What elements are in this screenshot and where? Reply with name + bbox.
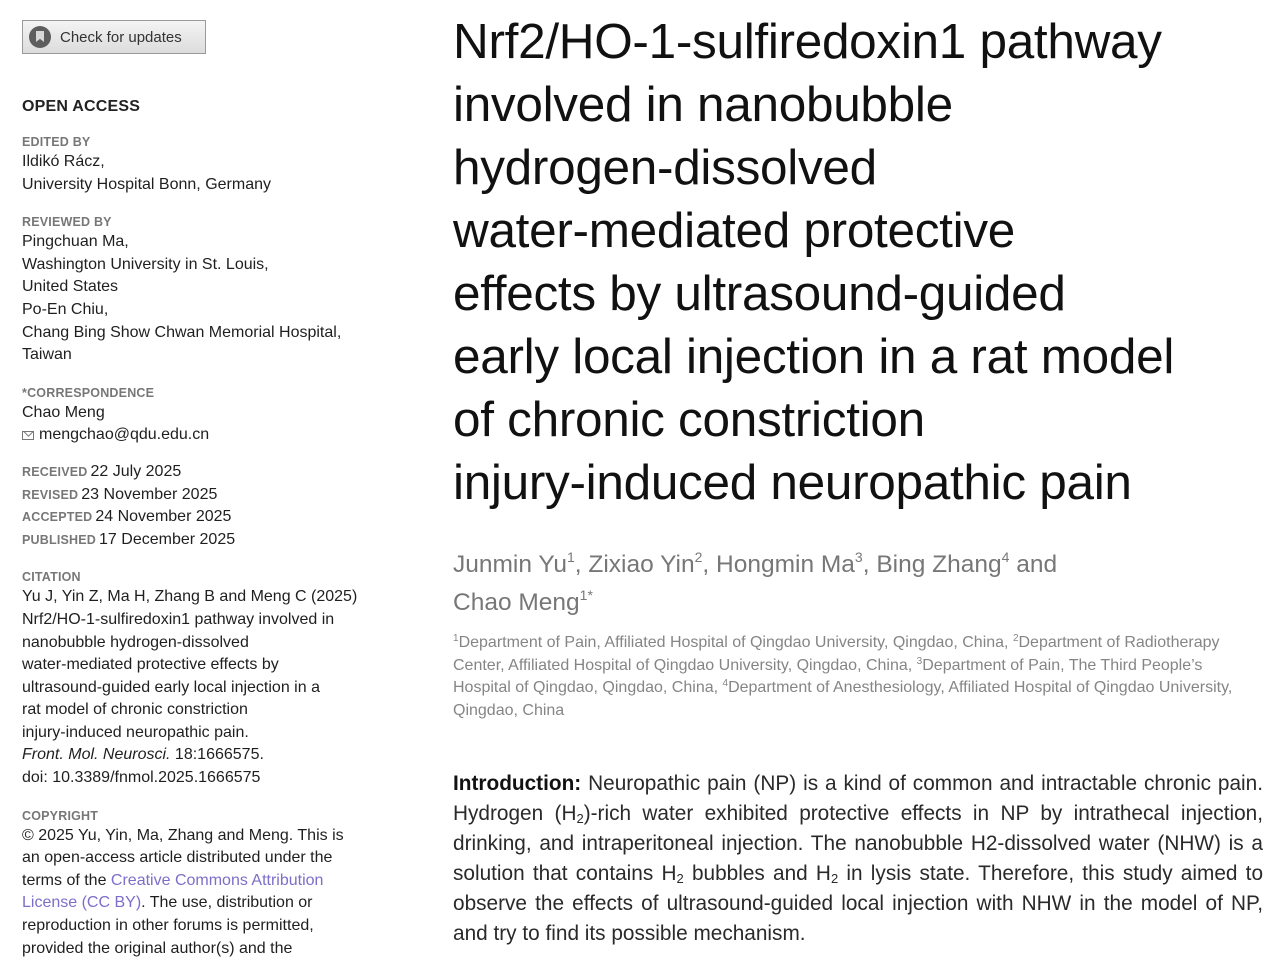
license-link[interactable]: License (CC BY) <box>22 894 142 912</box>
title-line: Nrf2/HO-1-sulfiredoxin1 pathway <box>453 14 1162 69</box>
editor-name: Ildikó Rácz, <box>22 153 105 170</box>
author-name[interactable]: Chao Meng <box>453 589 580 616</box>
citation-line: Yu J, Yin Z, Ma H, Zhang B and Meng C (2025) <box>22 588 358 606</box>
citation-line: ultrasound-guided early local injection in a <box>22 678 320 696</box>
affiliation-marker: 1 <box>453 633 459 644</box>
title-line: effects by ultrasound-guided <box>453 266 1066 321</box>
dates-section <box>22 461 387 551</box>
author-affiliation-marker: 3 <box>854 549 863 565</box>
title-line: of chronic constriction <box>453 392 925 447</box>
reviewer-line: Po-En Chiu, <box>22 300 109 318</box>
citation-line: Nrf2/HO-1-sulfiredoxin1 pathway involved in <box>22 610 335 628</box>
published-date <box>22 529 387 552</box>
article-main <box>453 10 1263 949</box>
edited-by-label: EDITED BY <box>22 135 91 149</box>
citation-journal: Front. Mol. Neurosci. <box>22 746 171 764</box>
author-name[interactable]: Zixiao Yin <box>588 551 695 578</box>
affiliation-marker: 3 <box>916 655 923 667</box>
author-affiliation-marker: 1 <box>566 549 575 565</box>
open-access-label: OPEN ACCESS <box>22 98 141 115</box>
author-list <box>453 546 1263 622</box>
affiliation-text: Department of Pain, The Third People’s Hospital of Qingdao, Qingdao, China, <box>453 656 1203 697</box>
copyright-line <box>22 892 387 915</box>
published-label: PUBLISHED <box>22 532 97 547</box>
received-date <box>22 461 387 484</box>
reviewer-line: Washington University in St. Louis, <box>22 255 269 273</box>
author-separator: , <box>702 551 717 578</box>
abstract-introduction <box>453 769 1263 949</box>
citation-section <box>22 569 387 789</box>
correspondence-section <box>22 385 387 447</box>
license-link[interactable]: Creative Commons Attribution <box>110 871 324 889</box>
copyright-line <box>22 870 387 893</box>
reviewed-by-section <box>22 214 387 367</box>
citation-volume: 18:1666575. <box>170 746 264 764</box>
envelope-icon <box>22 431 34 440</box>
abstract-text: )-rich water exhibited protective effects in NP by intrathecal injection, drinking, and intraperitoneal injection. The nanobubble H2-dissolved water (NHW) is a solution that contains H <box>453 802 1263 886</box>
author-name[interactable]: Hongmin Ma <box>716 551 855 578</box>
affiliations <box>453 632 1263 722</box>
received-value: 22 July 2025 <box>90 462 182 480</box>
check-for-updates-button[interactable] <box>22 20 206 54</box>
published-value: 17 December 2025 <box>99 530 236 548</box>
copyright-line: an open-access article distributed under the <box>22 849 333 867</box>
correspondence-label: *CORRESPONDENCE <box>22 385 155 400</box>
received-label: RECEIVED <box>22 464 88 479</box>
abstract-text: bubbles and H <box>683 862 831 886</box>
title-line: water-mediated protective <box>453 203 1016 258</box>
citation-line: rat model of chronic constriction <box>22 701 248 719</box>
correspondent-name: Chao Meng <box>22 403 105 421</box>
reviewer-line: Chang Bing Show Chwan Memorial Hospital, <box>22 323 342 341</box>
revised-date <box>22 484 387 507</box>
correspondence-email-link[interactable]: mengchao@qdu.edu.cn <box>39 426 210 444</box>
abstract-text: Neuropathic pain (NP) is a kind of common and intractable chronic pain. Hydrogen (H <box>453 772 1263 826</box>
title-line: hydrogen-dissolved <box>453 140 877 195</box>
citation-line: water-mediated protective effects by <box>22 656 279 674</box>
affiliation-marker: 4 <box>722 678 729 690</box>
copyright-text: . The use, distribution or <box>141 894 313 912</box>
bookmark-icon <box>29 26 51 48</box>
affiliation-text: Department of Radiotherapy Center, Affiliated Hospital of Qingdao University, Qingdao, China, <box>453 634 1220 674</box>
author-affiliation-marker: 1* <box>579 587 593 603</box>
reviewed-by-label: REVIEWED BY <box>22 215 112 230</box>
article-title <box>453 10 1263 514</box>
check-for-updates-label: Check for updates <box>60 28 182 46</box>
citation-doi: doi: 10.3389/fnmol.2025.1666575 <box>22 769 261 787</box>
citation-label: CITATION <box>22 570 81 585</box>
revised-value: 23 November 2025 <box>81 485 218 503</box>
article-sidebar <box>22 20 387 960</box>
revised-label: REVISED <box>22 487 79 502</box>
affiliation-text: Department of Pain, Affiliated Hospital of Qingdao University, Qingdao, China, <box>458 634 1013 651</box>
citation-line: nanobubble hydrogen-dissolved <box>22 633 249 651</box>
copyright-line: © 2025 Yu, Yin, Ma, Zhang and Meng. This is <box>22 826 344 844</box>
affiliation-marker: 2 <box>1012 633 1019 644</box>
title-line: involved in nanobubble <box>453 77 953 132</box>
title-line: early local injection in a rat model <box>453 329 1175 384</box>
correspondence-email-row <box>22 424 387 447</box>
author-name[interactable]: Bing Zhang <box>876 551 1002 578</box>
edited-by-section <box>22 134 387 196</box>
subscript: 2 <box>576 811 584 827</box>
accepted-label: ACCEPTED <box>22 510 93 525</box>
author-name[interactable]: Junmin Yu <box>453 551 567 578</box>
author-separator: , <box>574 551 589 578</box>
author-affiliation-marker: 2 <box>694 549 703 565</box>
copyright-line: provided the original author(s) and the <box>22 939 293 957</box>
citation-line: injury-induced neuropathic pain. <box>22 723 249 741</box>
reviewer-line: Taiwan <box>22 346 72 364</box>
abstract-heading: Introduction: <box>453 772 582 796</box>
accepted-value: 24 November 2025 <box>95 508 232 526</box>
copyright-label: COPYRIGHT <box>22 808 99 823</box>
reviewer-line: Pingchuan Ma, <box>22 233 129 251</box>
subscript: 2 <box>830 871 839 887</box>
subscript: 2 <box>676 871 684 887</box>
copyright-line: reproduction in other forums is permitted, <box>22 917 314 935</box>
title-line: injury-induced neuropathic pain <box>453 455 1132 510</box>
abstract-text: in lysis state. Therefore, this study aimed to observe the effects of ultrasound-guided local injection with NHW in the model of NP, and try to find its possible mechanism. <box>453 862 1264 946</box>
affiliation-text: Department of Anesthesiology, Affiliated Hospital of Qingdao University, Qingdao, China <box>453 679 1233 719</box>
author-separator: and <box>1009 551 1058 578</box>
accepted-date <box>22 506 387 529</box>
copyright-text: terms of the <box>22 871 111 889</box>
author-separator: , <box>862 551 877 578</box>
author-affiliation-marker: 4 <box>1001 549 1010 565</box>
editor-affiliation: University Hospital Bonn, Germany <box>22 175 271 193</box>
reviewer-line: United States <box>22 278 119 296</box>
citation-journal-line <box>22 744 387 767</box>
copyright-section <box>22 808 387 961</box>
